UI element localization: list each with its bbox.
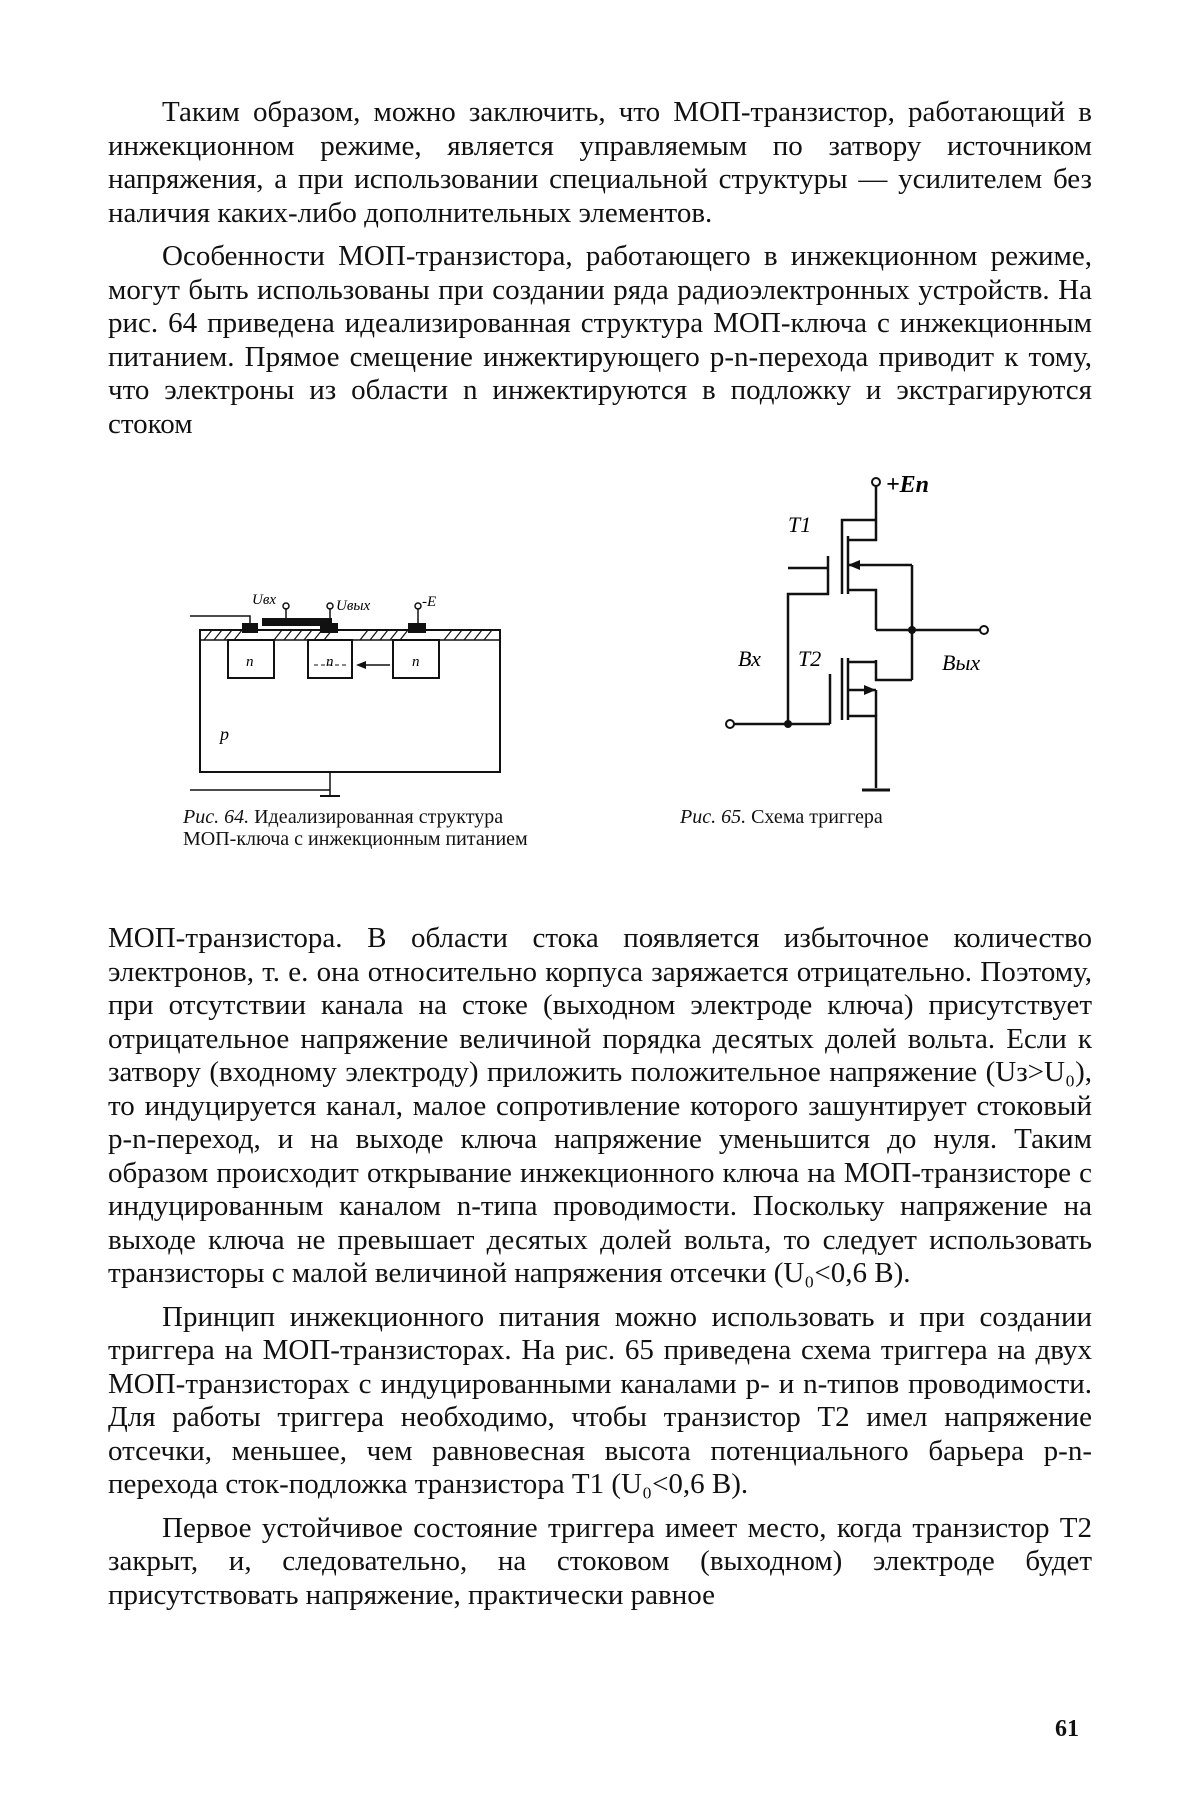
paragraph: МОП-транзистора. В области стока появляется избыточное количество электронов, т. е. она относительно корпуса заряжается отрицательно. Поэтому, при отсутствии канала на стоке (выходном электроде ключа) присутствует отрицательное напряжение величиной порядка десятых долей вольта. Если к затвору (входному электроду) приложить положительное напряжение (Uз>U₀), то индуцируется канал, малое сопротивление которого зашунтирует стоковый p-n-переход, и на выходе ключа напряжение уменьшится до нуля. Таким образом происходит открывание инжекционного ключа на МОП-транзисторе с индуцированным каналом n-типа проводимости. Поскольку напряжение на выходе ключа не превышает десятых долей вольта, то следует использовать транзисторы с малой величиной напряжения отсечки (U₀<0,6 В). [108,922,1092,1289]
caption-figure-number: Рис. 64. [183,806,250,828]
page-number: 61 [1055,1716,1079,1742]
drain-contact [320,623,338,633]
label-n-region: n [326,654,334,670]
text-block-bottom [108,922,1092,1612]
arrow-icon [864,685,876,695]
paragraph: Принцип инжекционного питания можно использовать и при создании триггера на МОП-транзисторах. На рис. 65 приведена схема триггера на двух МОП-транзисторах с индуцированными каналами p- и n-типов проводимости. Для работы триггера необходимо, чтобы транзистор T2 имел напряжение отсечки, меньшее, чем равновесная высота потенциального барьера p-n-перехода сток-подложка транзистора T1 (U₀<0,6 В). [108,1300,1092,1500]
figure-64-caption [183,806,538,850]
label-n-region: n [246,654,254,670]
paragraph: Особенности МОП-транзистора, работающего в инжекционном режиме, могут быть использованы при создании ряда радиоэлектронных устройств. На рис. 64 приведена идеализированная структура МОП-ключа с инжекционным питанием. Прямое смещение инжектирующего p-n-перехода приводит к тому, что электроны из области n инжектируются в подложку и экстрагируются стоком [108,240,1092,440]
paragraph: Таким образом, можно заключить, что МОП-транзистор, работающий в инжекционном режиме, является управляемым по затвору источником напряжения, а при использовании специальной структуры — усилителем без наличия каких-либо дополнительных элементов. [108,96,1092,229]
label-p-substrate: p [220,724,229,744]
caption-figure-number: Рис. 65. [680,806,747,828]
input-terminal [726,720,734,728]
label-t1: T1 [788,512,812,537]
label-u-out: Uвых [336,598,371,614]
node-dot [908,626,916,634]
caption-text: Схема триггера [751,806,883,828]
caption-text: Идеализированная структура МОП-ключа с инжекционным питанием [183,806,528,850]
node-dot [784,720,792,728]
label-minus-e: -E [422,594,437,610]
label-u-in: Uвх [252,592,277,608]
arrow-icon [356,661,366,669]
output-terminal [980,626,988,634]
label-supply: +Eп [886,472,930,498]
label-n-region: n [412,654,420,670]
figure-65-schematic [690,470,1030,802]
text-block-top [108,96,1092,441]
label-output: Вых [942,650,981,675]
label-input: Вх [738,646,761,671]
figure-65-caption [680,806,1000,828]
injector-contact [242,623,258,633]
label-t2: T2 [798,646,822,671]
figure-64-structure [190,580,540,802]
arrow-icon [848,560,860,570]
paragraph: Первое устойчивое состояние триггера имеет место, когда транзистор T2 закрыт, и, следовательно, на стоковом (выходном) электроде будет присутствовать напряжение, практически равное [108,1511,1092,1611]
source-contact [408,623,426,633]
